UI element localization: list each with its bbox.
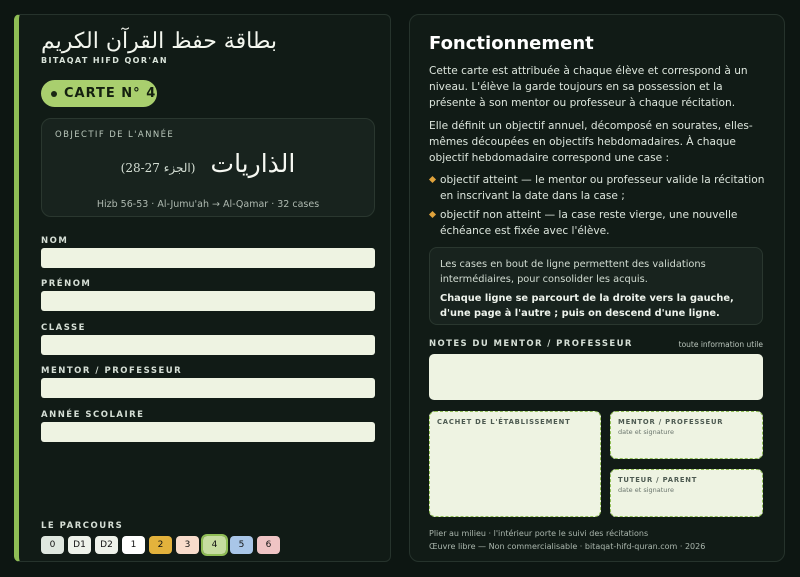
objective-detail: Hizb 56-53 · Al-Jumu'ah → Al-Qamar · 32 cases: [96, 199, 320, 210]
parcours-chip: 3: [176, 536, 199, 554]
info-text: Les cases en bout de ligne permettent des validations intermédiaires, pour consolider les acquis.: [440, 259, 706, 285]
mentor-input[interactable]: [41, 378, 375, 398]
subtitle: BITAQAT HIFD QOR'AN: [41, 56, 168, 65]
tuteur-signature-label: TUTEUR / PARENT: [618, 476, 698, 484]
paragraph-objective: Elle définit un objectif annuel, décomposé en sourates, elles-mêmes découpées en objectifs hebdomadaires. À chaque objectif hebdomadaire correspond une case :: [429, 120, 753, 164]
tuteur-signature-box[interactable]: [610, 469, 763, 517]
bullet-achieved-text: objectif atteint — le mentor ou professeur valide la récitation en inscrivant la date dans la case ;: [440, 174, 765, 202]
badge-dot-icon: [51, 91, 57, 97]
parcours-chip: 1: [122, 536, 145, 554]
diamond-bullet-icon: [429, 176, 436, 183]
surah-arabic: الذاريات: [210, 149, 296, 178]
mentor-signature-hint: date et signature: [618, 428, 674, 436]
parcours-chip: 4: [203, 536, 226, 554]
parcours-chip: 2: [149, 536, 172, 554]
prenom-input[interactable]: [41, 291, 375, 311]
nom-input[interactable]: [41, 248, 375, 268]
card-number-badge: [41, 80, 157, 107]
info-strong-text: Chaque ligne se parcourt de la droite vers la gauche, d'une page à l'autre ; puis on descend d'une ligne.: [440, 293, 734, 319]
bullet-not-achieved: [429, 207, 769, 239]
parcours-label: LE PARCOURS: [41, 521, 124, 531]
field-label-annee: ANNÉE SCOLAIRE: [41, 410, 145, 420]
notes-field[interactable]: [429, 354, 763, 400]
field-label-prenom: PRÉNOM: [41, 279, 92, 289]
info-box: [429, 247, 763, 325]
bullet-achieved: [429, 172, 769, 204]
mentor-signature-box[interactable]: [610, 411, 763, 459]
classe-input[interactable]: [41, 335, 375, 355]
parcours-chip: D2: [95, 536, 118, 554]
card-front-panel: [14, 14, 391, 562]
field-label-classe: CLASSE: [41, 323, 86, 333]
notes-hint: toute information utile: [678, 340, 763, 349]
footer-license: Œuvre libre — Non commercialisable · bitaqat-hifd-quran.com · 2026: [429, 542, 706, 551]
footer-fold-note: Plier au milieu · l'intérieur porte le suivi des récitations: [429, 529, 649, 538]
diamond-bullet-icon: [429, 211, 436, 218]
paragraph-intro: Cette carte est attribuée à chaque élève et correspond à un niveau. L'élève la garde toujours en sa possession et la présente à son mentor ou professeur à chaque récitation.: [429, 65, 748, 109]
tuteur-signature-hint: date et signature: [618, 486, 674, 494]
instructions-title: Fonctionnement: [429, 33, 594, 54]
card-number-label: CARTE N° 4: [64, 86, 157, 101]
annee-scolaire-input[interactable]: [41, 422, 375, 442]
parcours-chip: 5: [230, 536, 253, 554]
parcours-chips: [41, 536, 280, 554]
juz-arabic: (الجزء 27-28): [120, 161, 196, 175]
cachet-label: CACHET DE L'ÉTABLISSEMENT: [437, 418, 571, 426]
objective-surah: [42, 149, 374, 178]
objective-box: [41, 118, 375, 217]
arabic-title: بطاقة حفظ القرآن الكريم: [41, 29, 277, 54]
mentor-signature-label: MENTOR / PROFESSEUR: [618, 418, 724, 426]
field-label-nom: NOM: [41, 236, 69, 246]
notes-label: NOTES DU MENTOR / PROFESSEUR: [429, 339, 633, 349]
field-label-mentor: MENTOR / PROFESSEUR: [41, 366, 183, 376]
parcours-chip: D1: [68, 536, 91, 554]
instructions-panel: [409, 14, 785, 562]
bullet-not-achieved-text: objectif non atteint — la case reste vierge, une nouvelle échéance est fixée avec l'élève.: [440, 209, 738, 237]
parcours-chip: 6: [257, 536, 280, 554]
parcours-chip: 0: [41, 536, 64, 554]
objective-label: OBJECTIF DE L'ANNÉE: [55, 130, 175, 140]
cachet-box[interactable]: [429, 411, 601, 517]
